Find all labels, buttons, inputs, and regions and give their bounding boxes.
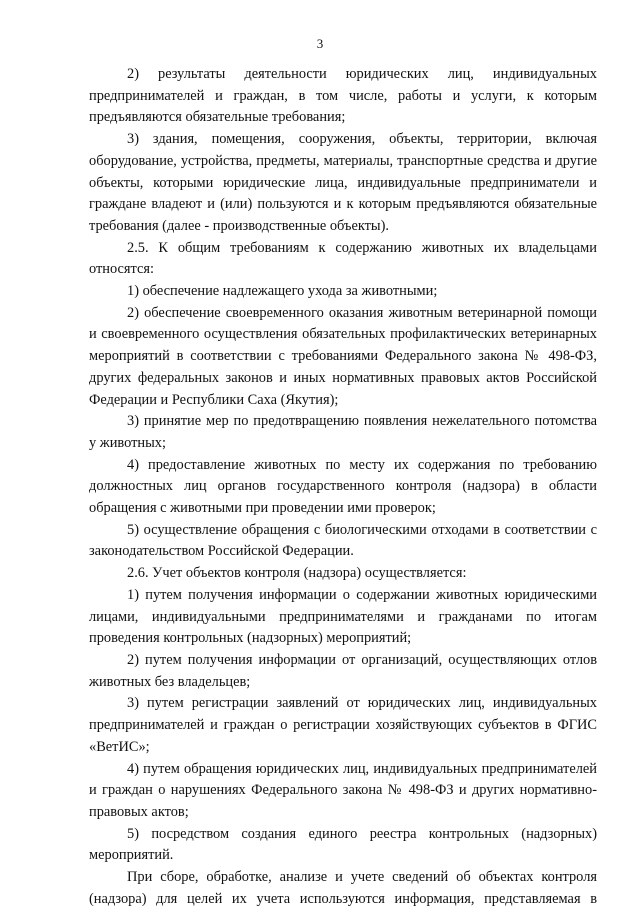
paragraph-data-collection: При сборе, обработке, анализе и учете сведений об объектах контроля (надзора) для целей их учета используются информация, представляемая в [89, 869, 597, 907]
paragraph-item-2-results: 2) результаты деятельности юридических лиц, индивидуальных предпринимателей и граждан, в том числе, работы и услуги, к которым предъявляются обязательные требования; [89, 66, 597, 126]
paragraph-care-item-5: 5) осуществление обращения с биологическими отходами в соответствии с законодательством Российской Федерации. [89, 521, 597, 560]
paragraph-item-3-buildings: 3) здания, помещения, сооружения, объекты, территории, включая оборудование, устройства, предметы, материалы, транспортные средства и другие объекты, которыми юридические лица, индивидуальные предприниматели и граждане владеют и (или) пользуются и к которым предъявляются обязательные требования (далее - производственные объекты). [89, 131, 597, 234]
paragraph-care-item-2: 2) обеспечение своевременного оказания животным ветеринарной помощи и своевременного осуществления обязательных профилактических ветеринарных мероприятий в соответствии с требованиями Федерального закона № 498-ФЗ, других федеральных законов и иных нормативных правовых актов Российской Федерации и Республики Саха (Якутия); [89, 304, 597, 408]
paragraph-section-2-5: 2.5. К общим требованиям к содержанию животных их владельцами относятся: [89, 239, 597, 278]
paragraph-section-2-6: 2.6. Учет объектов контроля (надзора) осуществляется: [127, 565, 467, 582]
paragraph-accounting-item-2: 2) путем получения информации от организаций, осуществляющих отлов животных без владельцев; [89, 651, 597, 690]
paragraph-accounting-item-1: 1) путем получения информации о содержании животных юридическими лицами, индивидуальными предпринимателями и гражданами по итогам проведения контрольных (надзорных) мероприятий; [89, 586, 597, 647]
page-number: 3 [316, 36, 324, 51]
paragraph-care-item-4: 4) предоставление животных по месту их содержания по требованию должностных лиц органов государственного контроля (надзора) в области обращения с животными при проведении ими проверок; [89, 456, 597, 517]
paragraph-accounting-item-5: 5) посредством создания единого реестра контрольных (надзорных) мероприятий. [89, 825, 597, 864]
paragraph-accounting-item-3: 3) путем регистрации заявлений от юридических лиц, индивидуальных предпринимателей и граждан о регистрации хозяйствующих субъектов в ФГИС «ВетИС»; [89, 695, 597, 755]
paragraph-care-item-3: 3) принятие мер по предотвращению появления нежелательного потомства у животных; [89, 413, 597, 451]
paragraph-care-item-1: 1) обеспечение надлежащего ухода за животными; [127, 283, 438, 300]
document-body [89, 64, 597, 910]
paragraph-accounting-item-4: 4) путем обращения юридических лиц, индивидуальных предпринимателей и граждан о нарушениях Федерального закона № 498-ФЗ и других нормативно-правовых актов; [89, 760, 597, 820]
